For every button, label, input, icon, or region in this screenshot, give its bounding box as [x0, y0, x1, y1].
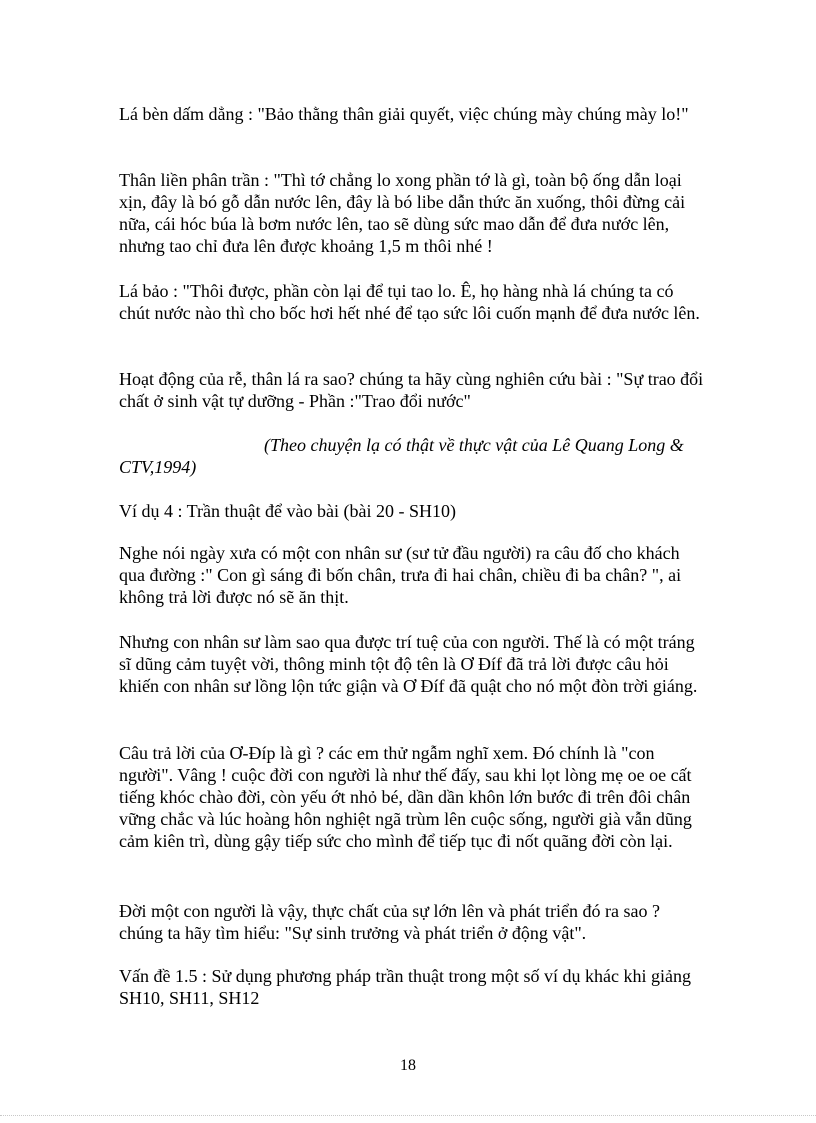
paragraph-hoat-dong: Hoạt động của rễ, thân lá ra sao? chúng ta hãy cùng nghiên cứu bài : "Sự trao đổi chất ở sinh vật tự dưỡng - Phần :"Trao đổi nước"	[119, 369, 704, 411]
paragraph-la-dam-dang: Lá bèn dấm dẳng : "Bảo thằng thân giải quyết, việc chúng mày chúng mày lo!"	[119, 104, 689, 124]
paragraph-cau-tra-loi: Câu trả lời của Ơ-Đíp là gì ? các em thử ngẫm nghĩ xem. Đó chính là "con người". Vâng ! cuộc đời con người là như thế đấy, sau khi lọt lòng mẹ oe oe cất tiếng khóc chào đời, còn yếu ớt nhỏ bé, dần dần khôn lớn bước đi trên đôi chân vững chắc và lúc hoàng hôn nghiệt ngã trùm lên cuộc sống, người già vẫn dũng cảm kiên trì, dùng gậy tiếp sức cho mình để tiếp tục đi nốt quãng đời còn lại.	[119, 743, 692, 851]
page-bottom-divider	[0, 1115, 816, 1116]
page-number: 18	[400, 1057, 416, 1074]
paragraph-doi-con-nguoi: Đời một con người là vậy, thực chất của sự lớn lên và phát triển đó ra sao ? chúng ta hãy tìm hiểu: "Sự sinh trưởng và phát triển ở động vật".	[119, 901, 661, 943]
paragraph-than-phan-tran: Thân liền phân trần : "Thì tớ chẳng lo xong phần tớ là gì, toàn bộ ống dẫn loại xịn, đây là bó gỗ dẫn nước lên, đây là bó libe dẫn thức ăn xuống, thôi đừng cải nữa, cái hóc búa là bơm nước lên, tao sẽ dùng sức mao dẫn để đưa nước lên, nhưng tao chỉ đưa lên được khoảng 1,5 m thôi nhé !	[119, 170, 686, 256]
heading-vi-du-4: Ví dụ 4 : Trần thuật để vào bài (bài 20 - SH10)	[119, 501, 456, 521]
paragraph-la-bao: Lá bảo : "Thôi được, phần còn lại để tụi tao lo. Ê, họ hàng nhà lá chúng ta có chút nước nào thì cho bốc hơi hết nhé để tạo sức lôi cuốn mạnh để đưa nước lên.	[119, 281, 700, 323]
citation: (Theo chuyện lạ có thật về thực vật của Lê Quang Long & CTV,1994)	[119, 435, 684, 477]
paragraph-o-dif: Nhưng con nhân sư làm sao qua được trí tuệ của con người. Thế là có một tráng sĩ dũng cảm tuyệt vời, thông minh tột độ tên là Ơ Đíf đã trả lời được câu hỏi khiến con nhân sư lồng lộn tức giận và Ơ Đíf đã quật cho nó một đòn trời giáng.	[119, 632, 698, 696]
paragraph-nhan-su: Nghe nói ngày xưa có một con nhân sư (sư tử đầu người) ra câu đố cho khách qua đường :" Con gì sáng đi bốn chân, trưa đi hai chân, chiều đi ba chân? ", ai không trả lời được nó sẽ ăn thịt.	[119, 543, 682, 607]
heading-van-de-1-5: Vấn đề 1.5 : Sử dụng phương pháp trần thuật trong một số ví dụ khác khi giảng SH10, SH11, SH12	[119, 966, 691, 1008]
